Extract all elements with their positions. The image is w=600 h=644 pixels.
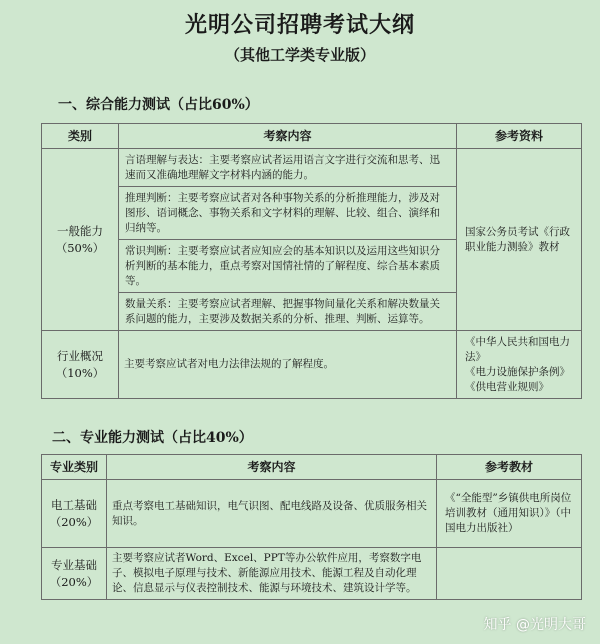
reference-text: 《中华人民共和国电力法》 [465,335,570,363]
category-cell [42,480,107,548]
header-content: 考察内容 [107,455,437,480]
table-header-row [42,124,582,149]
content-item: 常识判断：主要考察应试者应知应会的基本知识以及运用这些知识分析判断的基本能力，重点考察对国情社情的了解程度、综合基本素质等。 [119,240,456,293]
reference-text: 《“全能型”乡镇供电所岗位培训教材（通用知识）》（中国电力出版社） [445,492,572,534]
table-row [42,548,582,600]
category-cell [42,331,119,399]
document-subtitle: （其他工学类专业版） [224,46,375,64]
category-weight: （50%） [55,240,105,255]
category-label: 一般能力 [57,223,103,238]
content-item: 言语理解与表达：主要考察应试者运用语言文字进行交流和思考、迅速而又准确地理解文字材料内涵的能力。 [119,149,456,187]
header-category: 类别 [42,124,119,149]
reference-cell [457,149,582,331]
content-cell [107,548,437,600]
content-item: 数量关系：主要考察应试者理解、把握事物间量化关系和解决数量关系问题的能力，主要涉及数据关系的分析、推理、判断、运算等。 [125,298,440,325]
header-reference: 参考教材 [437,455,582,480]
header-reference: 参考资料 [457,124,582,149]
table-row [42,331,582,399]
category-weight: （10%） [55,365,105,380]
category-weight: （20%） [49,514,99,529]
table-row [42,149,582,331]
category-cell [42,149,119,331]
content-cell [107,480,437,548]
content-item: 主要考察应试者对电力法律法规的了解程度。 [124,358,334,370]
header-content: 考察内容 [119,124,457,149]
category-label: 专业基础 [51,557,97,572]
content-cell [119,331,457,399]
category-weight: （20%） [49,574,99,589]
general-ability-table [41,123,582,399]
category-label: 电工基础 [51,497,97,512]
content-cell [119,149,457,331]
reference-text: 《电力设施保护条例》 [465,365,570,378]
reference-cell [437,480,582,548]
professional-ability-table [41,454,582,600]
category-cell [42,548,107,600]
document-title: 光明公司招聘考试大纲 [184,12,415,38]
table-header-row [42,455,582,480]
reference-text: 《供电营业规则》 [465,380,549,393]
section2-heading: 二、专业能力测试（占比40%） [52,430,253,446]
content-item: 推理判断：主要考察应试者对各种事物关系的分析推理能力，涉及对图形、语词概念、事物关系和文字材料的理解、比较、组合、演绎和归纳等。 [119,187,456,240]
reference-cell [437,548,582,600]
section1-heading: 一、综合能力测试（占比60%） [58,97,259,113]
reference-cell [457,331,582,399]
table-row [42,480,582,548]
content-text: 主要考察应试者Word、Excel、PPT等办公软件应用，考察数字电子、模拟电子原理与技术、新能源应用技术、能源工程及自动化理论、信息显示与仪表控制技术、能源与环境技术、建筑设计学等。 [112,552,422,594]
reference-text: 国家公务员考试《行政职业能力测验》教材 [465,225,570,253]
watermark: 知乎 @光明大哥 [483,617,586,633]
header-category: 专业类别 [42,455,107,480]
category-label: 行业概况 [57,348,103,363]
content-text: 重点考察电工基础知识，电气识图、配电线路及设备、优质服务相关知识。 [112,499,427,527]
